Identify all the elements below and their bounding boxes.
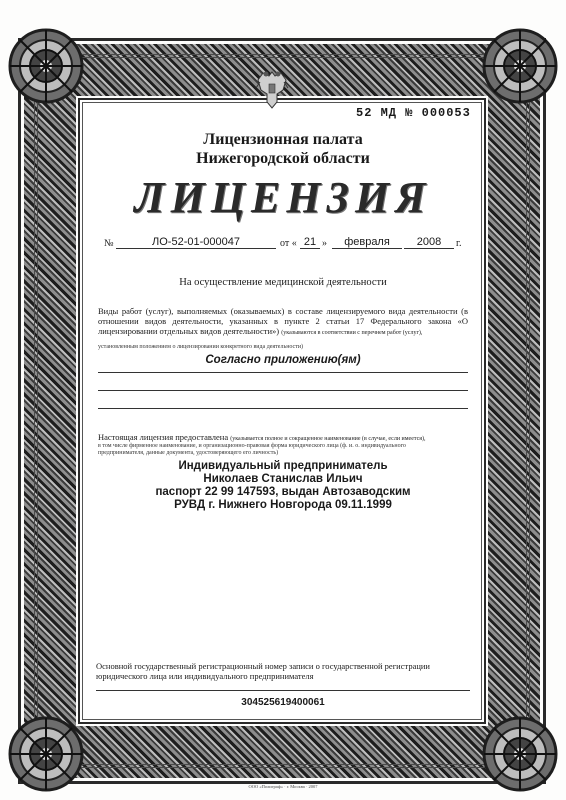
rosette-icon <box>6 26 86 106</box>
holder-line: паспорт 22 99 147593, выдан Автозаводским <box>155 486 411 498</box>
issuer-line: Лицензионная палата <box>203 131 363 148</box>
license-number: ЛО-52-01-000047 <box>116 236 276 249</box>
activity-purpose: На осуществление медицинской деятельности <box>179 277 387 288</box>
holder-line: Николаев Станислав Ильич <box>203 473 363 485</box>
divider <box>98 390 468 391</box>
holder-line: РУВД г. Нижнего Новгорода 09.11.1999 <box>174 499 392 511</box>
number-sign: № <box>104 238 114 249</box>
license-number-line <box>104 236 466 252</box>
rosette-icon <box>6 714 86 794</box>
granted-note-2: в том числе фирменное наименование, и организационно-правовая форма юридического лица (ф. и. о. индивидуального <box>98 443 406 449</box>
divider <box>98 408 468 409</box>
granted-note: (указывается полное и сокращенное наименование (в случае, если имеется), <box>230 436 426 442</box>
license-year: 2008 <box>404 236 454 249</box>
coat-of-arms-icon <box>255 68 289 112</box>
granted-note-3: предпринимателя, данные документа, удостоверяющего его личность) <box>98 450 279 456</box>
divider <box>96 690 470 691</box>
divider <box>98 372 468 373</box>
printer-imprint: ООО «Полиграф» · г. Москва · 2007 <box>248 784 318 789</box>
granted-to-label: Настоящая лицензия предоставлена (указывается полное и сокращенное наименование (в случае, если имеется), <box>98 432 426 442</box>
works-note-2: установленным положением о лицензировании конкретного вида деятельности) <box>98 344 304 350</box>
document-title: ЛИЦЕНЗИЯ <box>134 173 432 222</box>
holder-line: Индивидуальный предприниматель <box>178 460 388 472</box>
rosette-icon <box>480 714 560 794</box>
license-month: февраля <box>332 236 402 249</box>
blank-serial-number: 52 МД № 000053 <box>356 106 471 120</box>
ogrn-label: Основной государственный регистрационный номер записи о государственной регистрации юридического лица или индивидуального предпринимателя <box>96 661 430 681</box>
issuer-name <box>150 130 416 168</box>
license-holder <box>98 460 468 512</box>
license-day: 21 <box>300 236 320 249</box>
works-value: Согласно приложению(ям) <box>205 354 361 366</box>
rosette-icon <box>480 26 560 106</box>
issuer-line: Нижегородской области <box>196 150 370 167</box>
ogrn-number: 304525619400061 <box>241 697 325 708</box>
works-description: Виды работ (услуг), выполняемых (оказываемых) в составе лицензируемого вида деятельности (в отношении видов деятельности, указанных в пункте 2 статьи 17 Федерального закона «О лицензировании отдельных видов деятельности») (указываются в соответствии с перечнем работ (услуг), <box>98 306 468 336</box>
works-note: (указываются в соответствии с перечнем работ (услуг), <box>281 330 423 336</box>
year-suffix: г. <box>456 238 462 249</box>
date-quote: » <box>322 238 327 249</box>
date-from-label: от « <box>280 238 297 249</box>
